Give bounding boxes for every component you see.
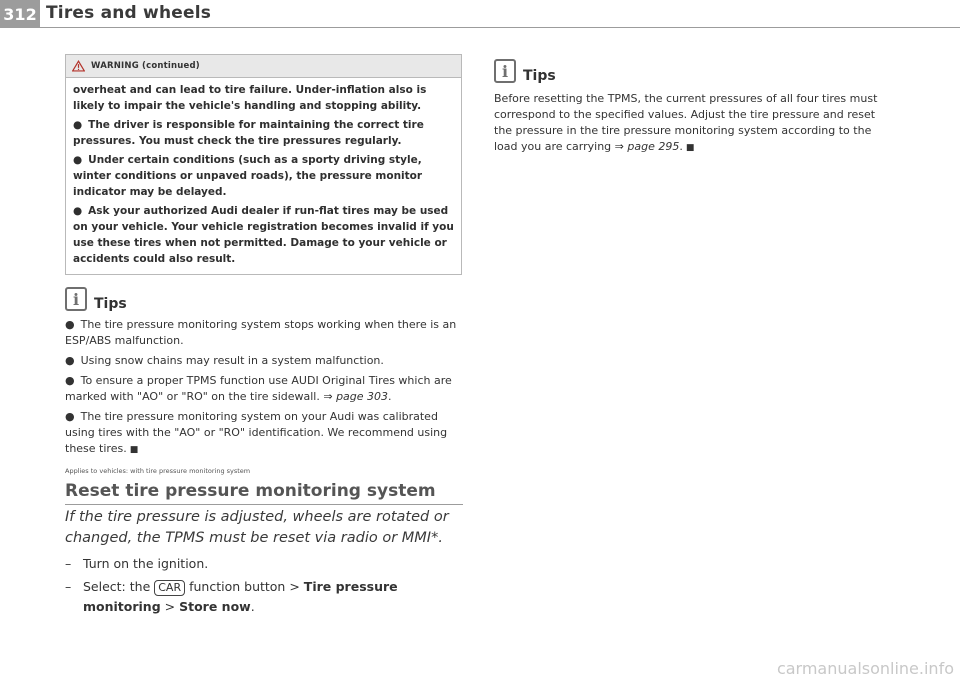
tips-header [494,59,884,83]
list-item: ● The tire pressure monitoring system stops working when there is an ESP/ABS malfunction. [65,318,457,347]
warning-triangle-icon [72,60,85,72]
list-item: ● The tire pressure monitoring system on your Audi was calibrated using tires with the "AO" or "RO" identification. We recommend using these tires. ■ [65,410,448,455]
tips-left [65,287,465,462]
car-button-key: CAR [154,580,185,596]
warning-paragraph: overheat and can lead to tire failure. Under-inflation also is likely to impair the vehicle's handling and stopping ability. [73,84,427,112]
tips-text: Before resetting the TPMS, the current pressures of all four tires must correspond to the specified values. Adjust the tire pressure and reset the pressure in the tire pressure monitoring system according to the load you are carrying ⇒ page 295. ■ [494,92,878,153]
warning-box [65,54,462,275]
list-item: ● To ensure a proper TPMS function use AUDI Original Tires which are marked with "AO" or "RO" on the tire sidewall. ⇒ page 303. [65,374,452,403]
bullet: ● [73,119,83,131]
step-item: – Select: the CAR function button > Tire pressure monitoring > Store now. [65,579,398,614]
warning-paragraph: ● The driver is responsible for maintaining the correct tire pressures. You must check the tire pressures regularly. [73,119,424,147]
reset-intro: If the tire pressure is adjusted, wheels are rotated or changed, the TPMS must be reset via radio or MMI*. [65,509,449,546]
tips-header [65,287,465,311]
header-rule [40,27,960,28]
applies-to-note: Applies to vehicles: with tire pressure monitoring system [65,467,251,475]
warning-header [66,55,461,78]
page-link[interactable]: ⇒ page 303 [323,390,389,403]
warning-paragraph: ● Ask your authorized Audi dealer if run-flat tires may be used on your vehicle. Your vehicle registration becomes invalid if you use these tires when not permitted. Damage to your vehicle or accidents could also result. [73,205,454,265]
tips-list [65,317,465,458]
tips-label: Tips [523,68,556,84]
info-icon: i [65,287,87,311]
watermark: carmanualsonline.info [776,659,954,678]
bullet: ● [73,205,83,217]
tips-label: Tips [94,296,127,312]
info-icon: i [494,59,516,83]
section-title: Tires and wheels [46,3,212,23]
bullet: ● [73,154,83,166]
list-item: ● Using snow chains may result in a system malfunction. [65,354,384,367]
page-link[interactable]: ⇒ page 295 [614,140,680,153]
step-item: – Turn on the ignition. [65,556,209,571]
reset-heading: Reset tire pressure monitoring system [65,481,463,505]
end-mark: ■ [685,143,695,153]
warning-paragraph: ● Under certain conditions (such as a sporty driving style, winter conditions or unpaved roads), the pressure monitor indicator may be delayed. [73,154,423,198]
warning-label: WARNING (continued) [91,61,200,71]
tips-right [494,59,884,156]
reset-steps [65,554,465,620]
warning-body [66,78,461,274]
end-mark: ■ [129,445,139,455]
page-number: 312 [0,0,40,28]
